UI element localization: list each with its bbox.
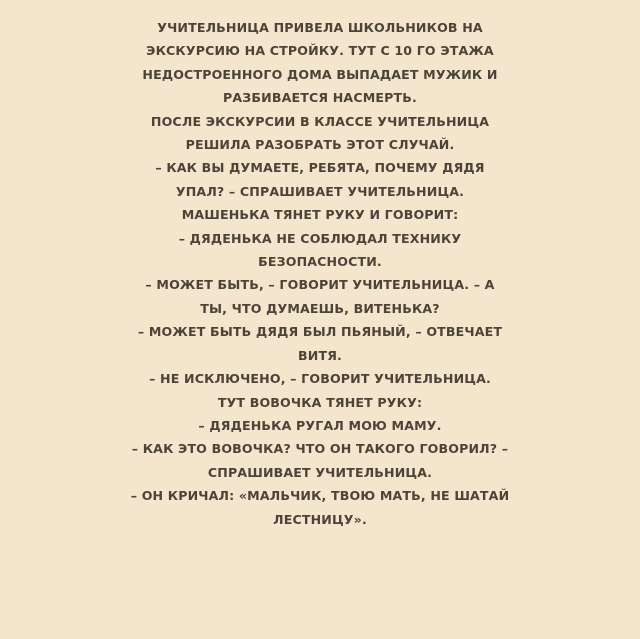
- joke-line: РАЗБИВАЕТСЯ НАСМЕРТЬ.: [223, 90, 417, 106]
- joke-line: ТЫ, ЧТО ДУМАЕШЬ, ВИТЕНЬКА?: [200, 300, 440, 316]
- joke-line: – МОЖЕТ БЫТЬ, – ГОВОРИТ УЧИТЕЛЬНИЦА. – А: [145, 277, 495, 293]
- joke-line: БЕЗОПАСНОСТИ.: [258, 254, 382, 270]
- joke-line: НЕДОСТРОЕННОГО ДОМА ВЫПАДАЕТ МУЖИК И: [142, 66, 498, 82]
- joke-line: ЛЕСТНИЦУ».: [273, 511, 367, 527]
- joke-line: ЭКСКУРСИЮ НА СТРОЙКУ. ТУТ С 10 ГО ЭТАЖА: [146, 43, 494, 59]
- joke-line: – КАК ВЫ ДУМАЕТЕ, РЕБЯТА, ПОЧЕМУ ДЯДЯ: [155, 160, 485, 176]
- joke-line: – ДЯДЕНЬКА НЕ СОБЛЮДАЛ ТЕХНИКУ: [178, 230, 462, 246]
- joke-line: – НЕ ИСКЛЮЧЕНО, – ГОВОРИТ УЧИТЕЛЬНИЦА.: [149, 371, 491, 387]
- joke-line: – ДЯДЕНЬКА РУГАЛ МОЮ МАМУ.: [198, 417, 442, 433]
- joke-line: – КАК ЭТО ВОВОЧКА? ЧТО ОН ТАКОГО ГОВОРИЛ? –: [131, 441, 509, 457]
- joke-line: СПРАШИВАЕТ УЧИТЕЛЬНИЦА.: [207, 464, 433, 480]
- joke-line: УПАЛ? – СПРАШИВАЕТ УЧИТЕЛЬНИЦА.: [175, 183, 465, 199]
- joke-line: – МОЖЕТ БЫТЬ ДЯДЯ БЫЛ ПЬЯНЫЙ, – ОТВЕЧАЕТ: [137, 324, 503, 340]
- joke-line: РЕШИЛА РАЗОБРАТЬ ЭТОТ СЛУЧАЙ.: [185, 137, 455, 153]
- joke-line: ВИТЯ.: [298, 347, 342, 363]
- joke-line: ПОСЛЕ ЭКСКУРСИИ В КЛАССЕ УЧИТЕЛЬНИЦА: [150, 113, 490, 129]
- joke-line: УЧИТЕЛЬНИЦА ПРИВЕЛА ШКОЛЬНИКОВ НА: [157, 20, 483, 35]
- joke-line: МАШЕНЬКА ТЯНЕТ РУКУ И ГОВОРИТ:: [181, 207, 459, 223]
- joke-text: [60, 16, 580, 531]
- joke-line: ТУТ ВОВОЧКА ТЯНЕТ РУКУ:: [217, 394, 423, 410]
- joke-line: – ОН КРИЧАЛ: «МАЛЬЧИК, ТВОЮ МАТЬ, НЕ ШАТАЙ: [130, 488, 510, 504]
